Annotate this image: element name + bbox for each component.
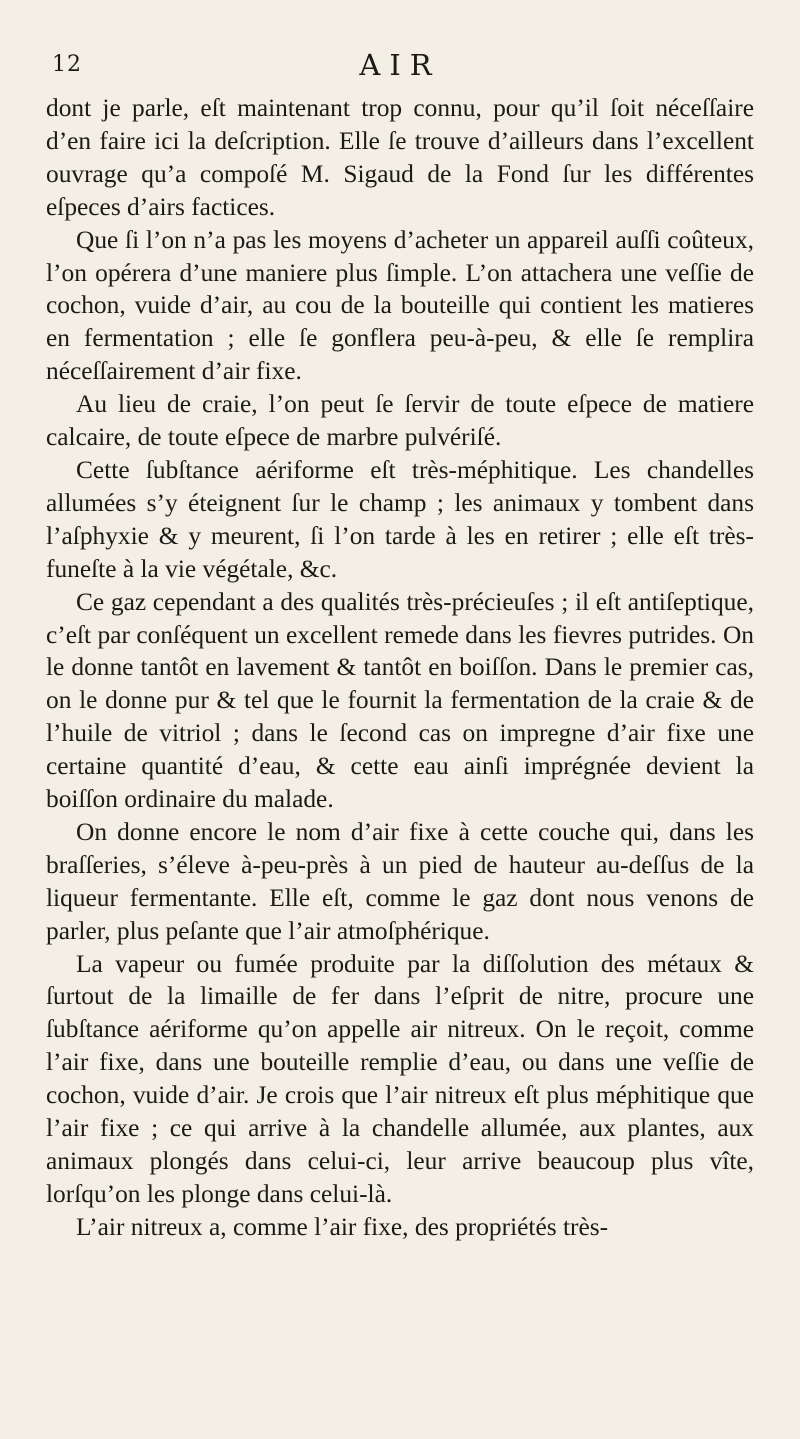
paragraph-2: Que ſi l’on n’a pas les moyens d’acheter un appareil auſſi coûteux, l’on opérera d’une maniere plus ſimple. L’on attachera une veſſie de cochon, vuide d’air, au cou de la bouteille qui contient les matieres en fermentation ; elle ſe gonflera peu-à-peu, & elle ſe remplira néceſſairement d’air fixe. [46, 225, 754, 386]
page-number: 12 [52, 52, 82, 77]
body-text [46, 92, 754, 1244]
paragraph-7: La vapeur ou fumée produite par la diſſolution des métaux & ſurtout de la limaille de fer dans l’eſprit de nitre, procure une ſubſtance aériforme qu’on appelle air nitreux. On le reçoit, comme l’air fixe, dans une bouteille remplie d’eau, ou dans une veſſie de cochon, vuide d’air. Je crois que l’air nitreux eſt plus méphitique que l’air fixe ; ce qui arrive à la chandelle allumée, aux plantes, aux animaux plongés dans celui-ci, leur arrive beaucoup plus vîte, lorſqu’on les plonge dans celui-là. [46, 949, 754, 1208]
paragraph-6: On donne encore le nom d’air fixe à cette couche qui, dans les braſſeries, s’éleve à-peu-près à un pied de hauteur au-deſſus de la liqueur fermentante. Elle eſt, comme le gaz dont nous venons de parler, plus peſante que l’air atmoſphérique. [46, 817, 754, 945]
paragraph-3: Au lieu de craie, l’on peut ſe ſervir de toute eſpece de matiere calcaire, de toute eſpece de marbre pulvériſé. [46, 390, 754, 452]
running-title: AIR [359, 48, 441, 82]
paragraph-8: L’air nitreux a, comme l’air fixe, des propriétés très- [76, 1212, 609, 1241]
paragraph-5: Ce gaz cependant a des qualités très-précieuſes ; il eſt antiſeptique, c’eſt par conſéquent un excellent remede dans les fievres putrides. On le donne tantôt en lavement & tantôt en boiſſon. Dans le premier cas, on le donne pur & tel que le fournit la fermentation de la craie & de l’huile de vitriol ; dans le ſecond cas on impregne d’air fixe une certaine quantité d’eau, & cette eau ainſi imprégnée devient la boiſſon ordinaire du malade. [46, 587, 754, 814]
paragraph-1: dont je parle, eſt maintenant trop connu, pour qu’il ſoit néceſſaire d’en faire ici la deſcription. Elle ſe trouve d’ailleurs dans l’excellent ouvrage qu’a compoſé M. Sigaud de la Fond ſur les différentes eſpeces d’airs factices. [46, 94, 754, 221]
paragraph-4: Cette ſubſtance aériforme eſt très-méphitique. Les chandelles allumées s’y éteignent ſur le champ ; les animaux y tombent dans l’aſphyxie & y meurent, ſi l’on tarde à les en retirer ; elle eſt très-funeſte à la vie végétale, &c. [46, 455, 754, 583]
running-head [46, 48, 754, 88]
